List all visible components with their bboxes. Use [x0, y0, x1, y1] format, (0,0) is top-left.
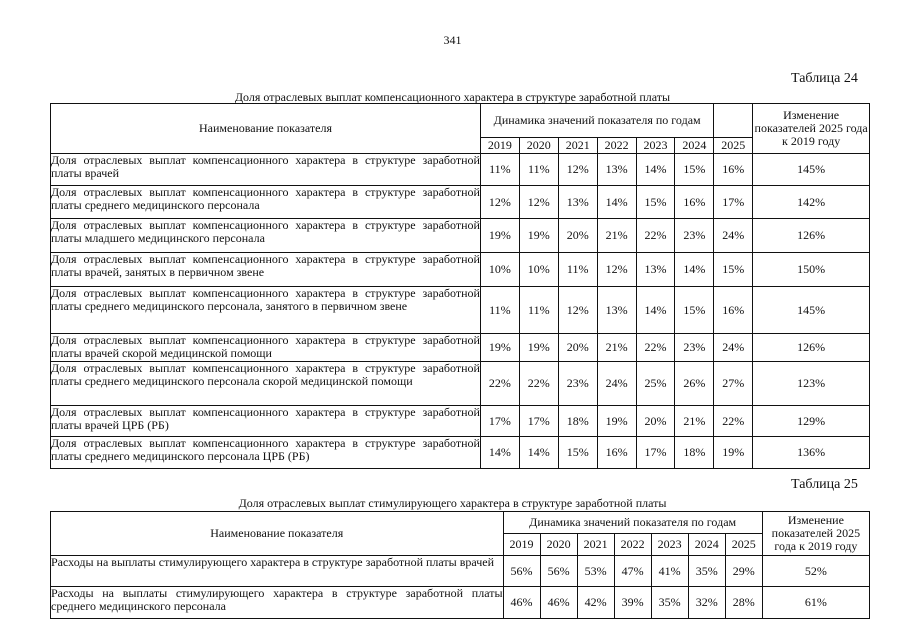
- row-name: Доля отраслевых выплат компенсационного характера в структуре заработной платы среднего медицинского персонала ЦРБ (РБ): [51, 437, 481, 469]
- value-cell-2021: 42%: [577, 587, 614, 619]
- row-name: Доля отраслевых выплат компенсационного характера в структуре заработной платы врачей: [51, 154, 481, 186]
- year-header-2023: 2023: [636, 138, 675, 154]
- value-cell-2021: 12%: [558, 287, 597, 334]
- value-cell-2025: 15%: [714, 253, 753, 287]
- row-name: Доля отраслевых выплат компенсационного характера в структуре заработной платы врачей скорой медицинской помощи: [51, 333, 480, 360]
- value-cell-2022: 13%: [597, 287, 636, 334]
- year-header-2025: 2025: [714, 138, 753, 154]
- year-header-2024: 2024: [688, 534, 725, 556]
- row-name: Расходы на выплаты стимулирующего характера в структуре заработной платы врачей: [51, 556, 504, 587]
- column-header-change: Изменение показателей 2025 года к 2019 году: [753, 104, 870, 154]
- value-cell-2024: 15%: [675, 287, 714, 334]
- year-header-2021: 2021: [558, 138, 597, 154]
- row-name: Доля отраслевых выплат компенсационного характера в структуре заработной платы среднего медицинского персонала: [51, 186, 481, 219]
- table-row: [51, 253, 870, 287]
- value-cell-2024: 35%: [688, 556, 725, 587]
- value-cell-2022: 21%: [597, 334, 636, 362]
- value-cell-2024: 32%: [688, 587, 725, 619]
- value-cell-2024: 15%: [675, 154, 714, 186]
- table-24-label: Таблица 24: [791, 71, 858, 86]
- value-cell-2019: 12%: [480, 186, 519, 219]
- year-header-2020: 2020: [540, 534, 577, 556]
- value-cell-2022: 16%: [597, 437, 636, 469]
- value-cell-2020: 12%: [519, 186, 558, 219]
- value-cell-2025: 24%: [714, 219, 753, 253]
- value-cell-2025: 19%: [714, 437, 753, 469]
- row-name: Доля отраслевых выплат компенсационного характера в структуре заработной платы врачей, занятых в первичном звене: [51, 253, 481, 287]
- table-row: [51, 287, 870, 334]
- value-cell-2021: 13%: [558, 186, 597, 219]
- value-cell-2020: 19%: [519, 219, 558, 253]
- year-header-2025: 2025: [725, 534, 762, 556]
- value-cell-2020: 19%: [519, 334, 558, 362]
- value-cell-2023: 13%: [636, 253, 675, 287]
- year-header-2020: 2020: [519, 138, 558, 154]
- table-row: [51, 334, 870, 362]
- table-24-caption: Доля отраслевых выплат компенсационного характера в структуре заработной платы: [234, 90, 671, 104]
- value-cell-2023: 35%: [651, 587, 688, 619]
- change-cell: 126%: [753, 219, 870, 253]
- year-header-2022: 2022: [597, 138, 636, 154]
- table-row: [51, 362, 870, 406]
- change-cell: 136%: [753, 437, 870, 469]
- change-cell: 123%: [753, 362, 870, 406]
- value-cell-2019: 22%: [480, 362, 519, 406]
- value-cell-2025: 27%: [714, 362, 753, 406]
- value-cell-2023: 20%: [636, 406, 675, 437]
- value-cell-2022: 47%: [614, 556, 651, 587]
- value-cell-2019: 19%: [480, 334, 519, 362]
- column-header-change: Изменение показателей 2025 года к 2019 году: [762, 512, 869, 556]
- value-cell-2021: 53%: [577, 556, 614, 587]
- value-cell-2022: 21%: [597, 219, 636, 253]
- table-24: [50, 103, 870, 469]
- change-cell: 52%: [762, 556, 869, 587]
- change-cell: 145%: [753, 287, 870, 334]
- value-cell-2022: 12%: [597, 253, 636, 287]
- value-cell-2020: 11%: [519, 154, 558, 186]
- value-cell-2020: 10%: [519, 253, 558, 287]
- value-cell-2019: 46%: [503, 587, 540, 619]
- value-cell-2021: 15%: [558, 437, 597, 469]
- value-cell-2021: 12%: [558, 154, 597, 186]
- value-cell-2022: 19%: [597, 406, 636, 437]
- value-cell-2025: 16%: [714, 287, 753, 334]
- year-header-2019: 2019: [503, 534, 540, 556]
- value-cell-2023: 15%: [636, 186, 675, 219]
- table-row: [51, 437, 870, 469]
- table-row: [51, 406, 870, 437]
- value-cell-2020: 46%: [540, 587, 577, 619]
- table-25-label: Таблица 25: [791, 477, 858, 492]
- value-cell-2022: 13%: [597, 154, 636, 186]
- value-cell-2020: 22%: [519, 362, 558, 406]
- value-cell-2022: 39%: [614, 587, 651, 619]
- value-cell-2020: 11%: [519, 287, 558, 334]
- value-cell-2025: 24%: [714, 334, 753, 362]
- value-cell-2023: 14%: [636, 287, 675, 334]
- table-row: [51, 186, 870, 219]
- value-cell-2021: 18%: [558, 406, 597, 437]
- value-cell-2020: 56%: [540, 556, 577, 587]
- row-name: Доля отраслевых выплат компенсационного характера в структуре заработной платы среднего медицинского персонала скорой медицинской помощи: [51, 362, 481, 406]
- row-name: Доля отраслевых выплат компенсационного характера в структуре заработной платы врачей ЦРБ (РБ): [51, 406, 481, 437]
- value-cell-2019: 17%: [480, 406, 519, 437]
- column-header-dynamics: Динамика значений показателя по годам: [480, 104, 713, 138]
- table-25-caption: Доля отраслевых выплат стимулирующего характера в структуре заработной платы: [238, 496, 667, 510]
- value-cell-2019: 11%: [480, 287, 519, 334]
- value-cell-2021: 20%: [558, 334, 597, 362]
- value-cell-2020: 14%: [519, 437, 558, 469]
- change-cell: 129%: [753, 406, 870, 437]
- value-cell-2019: 14%: [480, 437, 519, 469]
- change-cell: 145%: [753, 154, 870, 186]
- value-cell-2023: 17%: [636, 437, 675, 469]
- value-cell-2024: 18%: [675, 437, 714, 469]
- value-cell-2023: 22%: [636, 219, 675, 253]
- value-cell-2024: 21%: [675, 406, 714, 437]
- value-cell-2022: 24%: [597, 362, 636, 406]
- value-cell-2023: 25%: [636, 362, 675, 406]
- column-header-name: Наименование показателя: [51, 512, 504, 556]
- row-name: Расходы на выплаты стимулирующего характера в структуре заработной платы среднего медицинского персонала: [51, 587, 504, 619]
- value-cell-2025: 29%: [725, 556, 762, 587]
- value-cell-2024: 26%: [675, 362, 714, 406]
- table-row: [51, 219, 870, 253]
- column-header-blank: [714, 104, 753, 138]
- year-header-2022: 2022: [614, 534, 651, 556]
- value-cell-2024: 14%: [675, 253, 714, 287]
- column-header-name: Наименование показателя: [51, 104, 481, 154]
- table-25: [50, 511, 870, 619]
- change-cell: 150%: [753, 253, 870, 287]
- table-row: [51, 587, 870, 619]
- value-cell-2023: 41%: [651, 556, 688, 587]
- value-cell-2019: 56%: [503, 556, 540, 587]
- value-cell-2022: 14%: [597, 186, 636, 219]
- value-cell-2021: 20%: [558, 219, 597, 253]
- column-header-dynamics: Динамика значений показателя по годам: [503, 512, 762, 534]
- value-cell-2023: 22%: [636, 334, 675, 362]
- row-name: Доля отраслевых выплат компенсационного характера в структуре заработной платы среднего медицинского персонала, занятого в первичном звене: [51, 287, 481, 334]
- value-cell-2019: 10%: [480, 253, 519, 287]
- change-cell: 126%: [753, 334, 870, 362]
- change-cell: 142%: [753, 186, 870, 219]
- value-cell-2024: 23%: [675, 219, 714, 253]
- year-header-2023: 2023: [651, 534, 688, 556]
- row-name: Доля отраслевых выплат компенсационного характера в структуре заработной платы младшего медицинского персонала: [51, 219, 481, 253]
- table-row: [51, 556, 870, 587]
- year-header-2019: 2019: [480, 138, 519, 154]
- change-cell: 61%: [762, 587, 869, 619]
- value-cell-2020: 17%: [519, 406, 558, 437]
- value-cell-2025: 28%: [725, 587, 762, 619]
- value-cell-2019: 11%: [480, 154, 519, 186]
- value-cell-2021: 11%: [558, 253, 597, 287]
- year-header-2021: 2021: [577, 534, 614, 556]
- value-cell-2024: 23%: [675, 334, 714, 362]
- value-cell-2024: 16%: [675, 186, 714, 219]
- value-cell-2025: 22%: [714, 406, 753, 437]
- value-cell-2021: 23%: [558, 362, 597, 406]
- value-cell-2025: 17%: [714, 186, 753, 219]
- value-cell-2019: 19%: [480, 219, 519, 253]
- page-number: 341: [443, 33, 462, 47]
- year-header-2024: 2024: [675, 138, 714, 154]
- table-row: [51, 154, 870, 186]
- value-cell-2025: 16%: [714, 154, 753, 186]
- value-cell-2023: 14%: [636, 154, 675, 186]
